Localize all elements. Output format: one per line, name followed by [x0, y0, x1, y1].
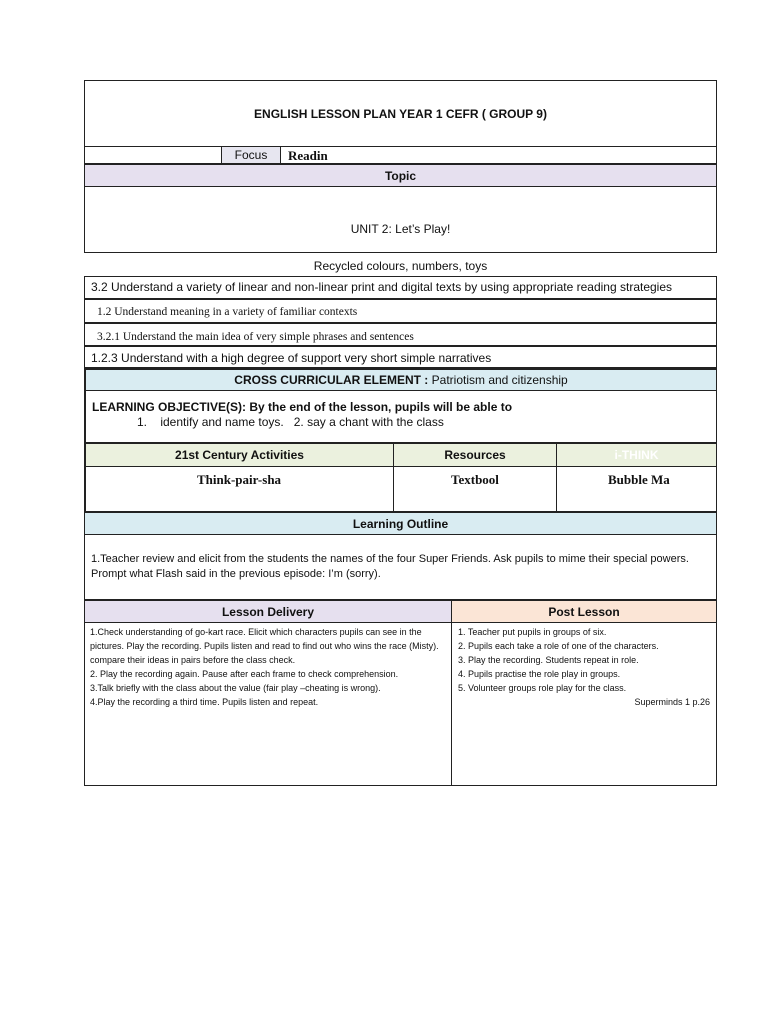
learning-objectives-items: 1. identify and name toys. 2. say a chant with the class [137, 415, 444, 429]
topic-label-cell [84, 164, 717, 187]
lesson-delivery-label: Lesson Delivery [221, 604, 315, 619]
recycled-text: Recycled colours, numbers, toys [313, 259, 488, 273]
ithink-header-label: i-THINK [614, 448, 659, 462]
lesson-delivery-step: 4.Play the recording a third time. Pupils listen and repeat. [90, 697, 319, 707]
ithink-value: Bubble Ma [608, 472, 670, 487]
post-lesson-label: Post Lesson [548, 604, 620, 619]
topic-label: Topic [384, 168, 417, 183]
complementary-standard-cell [84, 346, 717, 368]
focus-label: Focus [234, 148, 268, 162]
post-lesson-step: 2. Pupils each take a role of one of the characters. [458, 641, 659, 651]
main-standard-cell [84, 299, 717, 323]
activities-header [84, 443, 394, 467]
learning-standard-cell [84, 323, 717, 346]
lesson-plan-title [84, 80, 717, 147]
post-lesson-step: 4. Pupils practise the role play in groups. [458, 669, 621, 679]
post-lesson-step: 5. Volunteer groups role play for the class. [458, 683, 627, 693]
content-standard: 3.2 Understand a variety of linear and non-linear print and digital texts by using appropriate reading strategies [91, 280, 673, 294]
learning-outline-text: 1.Teacher review and elicit from the students the names of the four Super Friends. Ask pupils to mime their special powers. Prompt what Flash said in the previous episode: I’m (sorry). [91, 553, 689, 580]
learning-outline-header [84, 512, 717, 535]
post-lesson-cell [451, 622, 717, 786]
activities-header-label: 21st Century Activities [175, 448, 304, 462]
learning-standard: 3.2.1 Understand the main idea of very simple phrases and sentences [97, 331, 414, 343]
learning-outline-label: Learning Outline [352, 516, 449, 531]
lesson-delivery-step: 2. Play the recording again. Pause after each frame to check comprehension. [90, 669, 399, 679]
cross-curricular-value: Patriotism and citizenship [431, 373, 568, 387]
ithink-value-cell [556, 466, 717, 512]
activities-value: Think-pair-sha [197, 472, 282, 487]
post-lesson-step: 3. Play the recording. Students repeat in role. [458, 655, 639, 665]
resources-value: Textbool [451, 472, 499, 487]
learning-objectives-cell [84, 390, 717, 443]
content-standard-cell [84, 276, 717, 299]
resources-header-label: Resources [444, 448, 506, 462]
cross-curricular-cell [84, 368, 717, 391]
activities-value-cell [84, 466, 394, 512]
topic-value-cell [84, 186, 717, 253]
resources-value-cell [393, 466, 557, 512]
focus-value: Readin [288, 148, 328, 163]
learning-outline-cell [84, 534, 717, 600]
lesson-delivery-header [84, 600, 452, 623]
ithink-header [556, 443, 717, 467]
main-standard: 1.2 Understand meaning in a variety of familiar contexts [97, 306, 358, 318]
post-lesson-step: 1. Teacher put pupils in groups of six. [458, 627, 607, 637]
recycled-line [84, 257, 717, 275]
cross-curricular-label: CROSS CURRICULAR ELEMENT : [234, 373, 429, 387]
lesson-delivery-step: 3.Talk briefly with the class about the value (fair play –cheating is wrong). [90, 683, 381, 693]
lesson-delivery-cell [84, 622, 452, 786]
post-lesson-reference: Superminds 1 p.26 [634, 697, 710, 707]
post-lesson-header [451, 600, 717, 623]
title-text: ENGLISH LESSON PLAN YEAR 1 CEFR ( GROUP 9) [254, 106, 547, 121]
complementary-standard: 1.2.3 Understand with a high degree of support very short simple narratives [91, 351, 492, 365]
focus-label-cell [221, 146, 281, 164]
lesson-delivery-step: 1.Check understanding of go-kart race. Elicit which characters pupils can see in the pictures. Play the recording. Pupils listen and read to find out who wins the race (Misty). compare their ideas in pairs before the class check. [90, 627, 439, 665]
topic-value: UNIT 2: Let’s Play! [350, 221, 451, 236]
focus-row [84, 146, 717, 164]
learning-objectives-heading: LEARNING OBJECTIVE(S): By the end of the lesson, pupils will be able to [92, 400, 513, 414]
resources-header [393, 443, 557, 467]
